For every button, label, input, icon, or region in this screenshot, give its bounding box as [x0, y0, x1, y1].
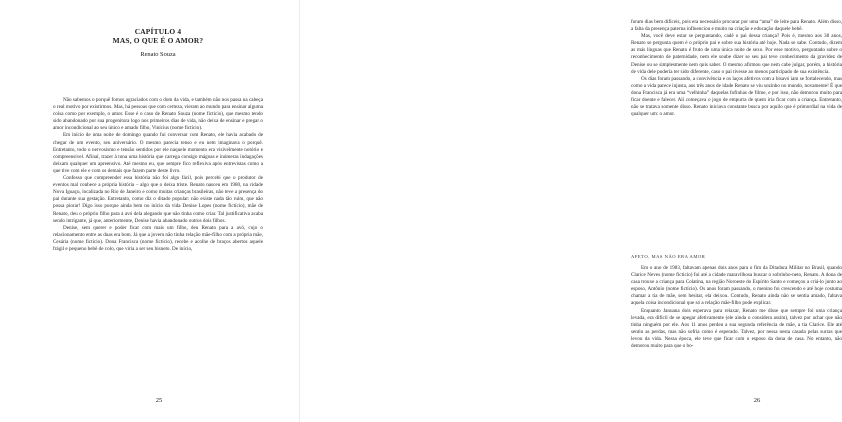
left-body-text	[53, 97, 263, 389]
page-number-right: 26	[753, 397, 761, 404]
chapter-title: MAS, O QUE É O AMOR?	[112, 36, 204, 45]
paragraph: Os dias foram passando, a convivência e os laços afetivos com a bisavó iam se fortalecendo, mas como a vida parece injusta, aos três anos de idade Renato se viu sozinho no mundo, novamente! É que dona Francisca já era uma “velhinha” daquelas fofinhas de filme, e por isso, não demorou muito para ficar doente e falecer. Ali começava o jogo de empurra de quem iria ficar com a criança. Entretanto, não se tratava somente disso. Renato iniciava constante busca por aquilo que é primordial na vida de qualquer um: o amor.	[631, 75, 842, 118]
paragraph: Em início de uma noite de domingo quando fui conversar com Renato, ele havia acabado de chegar de um evento, seu aniversário. O mesmo parecia tenso e eu nem imaginava o porquê. Entretanto, todo o nervosismo e tensão sentidos por ele naquele momento era visivelmente notório e compreensível. Afinal, trazer à tona uma história que carrega consigo mágoas e inúmeras indagações deixam qualquer um apreensivo. Até mesmo eu, que sempre fico reflexiva após entrevistas como a que tive com ele e com os demais que fazem parte deste livro.	[53, 132, 263, 174]
paragraph: foram dias bem difíceis, pois era necessário procurar por uma “ama” de leite para Renato. Além disso, a falta da presença paterna influenciou e muito na criação e educação daquele bebê.	[631, 19, 842, 33]
paragraph: Não sabemos o porquê fomos agraciados com o dom da vida, e também não nos passa na cabeça o real motivo por existirmos. Mas, há pessoas que com certeza, vieram ao mundo para ensinar alguma coisa como por exemplo, o amor. Esse é o caso de Renato Souza (nome fictício), que mesmo tendo sido abandonado por sua progenitora logo nos primeiros dias de vida, não deixa de ensinar e pregar o amor incondicional ao seu único e amado filho, Vinícius (nome fictício).	[53, 97, 263, 132]
paragraph: Em o ano de 1983, faltavam apenas dois anos para o fim da Ditadura Militar no Brasil, quando Clarice Neves (nome fictício) foi até a cidade maravilhosa buscar o sobrinho-neto, Renato. A dona de casa trouxe a criança para Colatina, na região Noroeste do Espírito Santo e começou a criá-lo junto ao esposo, Antônio (nome fictício). Os anos foram passando, o menino foi crescendo e até hoje costuma chamar a tia de mãe, sem hesitar, ela deixou. Contudo, Renato ainda não se sentia amado, faltava aquela coisa incondicional que só a relação mãe-filho pode explicar.	[631, 265, 842, 307]
author-name: Renato Souza	[140, 51, 176, 58]
right-body-text-bottom	[631, 265, 842, 395]
right-body-text-top	[631, 19, 842, 253]
section-heading: AFETO, MAS NÃO ERA AMOR	[631, 254, 706, 259]
right-page	[300, 0, 842, 422]
paragraph: Confesso que compreender essa história não foi algo fácil, pois percebi que o produtor de eventos mal conhece a própria história – algo que o deixa triste. Renato nasceu em 1980, na cidade Nova Iguaçu, localizada no Rio de Janeiro e como muitas crianças brasileiras, não teve a presença do pai durante sua gestação. Entretanto, como diz o ditado popular: não existe nada tão ruim, que não possa piorar! Digo isso porque ainda bem no início da vida Denise Lopes (nome fictício), mãe de Renato, deu o próprio filho para a avó dela alegando que não tinha como criar. Tal justificativa acaba sendo intrigante, já que, anteriormente, Denise havia abandonado outros dois filhos.	[53, 175, 263, 224]
left-page	[0, 0, 300, 422]
chapter-label: CAPÍTULO 4	[134, 27, 182, 36]
page-number-left: 25	[155, 397, 163, 404]
paragraph: Mas, você deve estar se perguntando, cadê o pai dessa criança? Pois é, mesmo aos 38 anos, Renato se pergunta quem é o próprio pai e sobre sua história até hoje. Nada se sabe. Contudo, dizem as más línguas que Renato é fruto de uma única noite de sexo. Por esse motivo, perguntado sobre o reconhecimento de paternidade, nem ele soube dizer se seu pai teve conhecimento da gravidez de Denise ou se simplesmente nem quis saber. O mesmo afirmou que nem cabe julgar, porém, a história de vida dele poderia ter sido diferente, caso o pai tivesse ao menos participado de sua existência.	[631, 33, 842, 75]
paragraph: Denise, sem querer e poder ficar com mais um filho, deu Renato para a avó, cujo o relacionamento entre as duas era bom. Já que a jovem não tinha relação mãe-filho com a própria mãe, Cesária (nome fictício). Dona Francisca (nome fictício), recebe e acolhe de braços abertos aquele frágil e pequeno bebê de colo, que viria a ser seu bisneto. De início,	[53, 224, 263, 252]
paragraph: Enquanto Januana dois esperava para relaxar, Renato me disse que sempre foi uma criança levada, era difícil de se apegar afetivamente (ele ainda o considera assim), talvez por achar que não tinha ninguém por ele. Aos 11 anos perdeu a sua segunda referência de mãe, a tia Clarice. Ele até sentiu as perdas, mas não sofria como é esperado. Talvez, por nessa nesta casada pelas surras que levou da vida. Nessa época, ele teve que ficar com o esposo da dona de casa. No entanto, não demorou muito para que o bo-	[631, 307, 842, 350]
chapter-heading	[60, 27, 256, 45]
